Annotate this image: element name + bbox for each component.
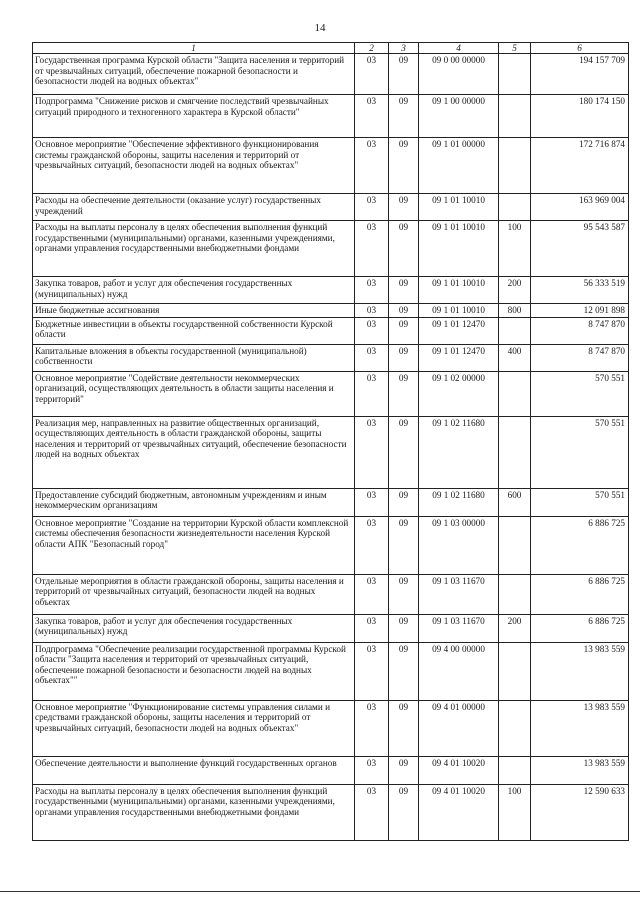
row-subsection: 09	[389, 700, 419, 756]
row-section: 03	[355, 194, 389, 221]
row-amount: 194 157 709	[531, 54, 629, 95]
row-name: Капитальные вложения в объекты государственной (муниципальной) собственности	[33, 344, 355, 371]
row-amount: 570 551	[531, 488, 629, 516]
row-target-code: 09 1 03 11670	[419, 574, 499, 614]
row-subsection: 09	[389, 277, 419, 304]
row-amount: 6 886 725	[531, 516, 629, 574]
column-header-amount: 6	[531, 43, 629, 54]
table-row	[33, 574, 629, 614]
table-row	[33, 756, 629, 784]
bottom-rule	[0, 891, 640, 892]
row-target-code: 09 1 01 10010	[419, 221, 499, 277]
row-amount: 570 551	[531, 371, 629, 416]
row-target-code: 09 0 00 00000	[419, 54, 499, 95]
row-name: Расходы на выплаты персоналу в целях обеспечения выполнения функций государственными (муниципальными) органами, казенными учреждениями, органами управления государственными внебюджетными фондами	[33, 784, 355, 840]
row-section: 03	[355, 574, 389, 614]
row-subsection: 09	[389, 194, 419, 221]
row-subsection: 09	[389, 344, 419, 371]
row-target-code: 09 1 00 00000	[419, 95, 499, 138]
row-amount: 172 716 874	[531, 138, 629, 194]
row-amount: 13 983 559	[531, 700, 629, 756]
row-amount: 12 590 633	[531, 784, 629, 840]
table-row	[33, 138, 629, 194]
table-row	[33, 371, 629, 416]
row-expense-type	[499, 756, 531, 784]
row-subsection: 09	[389, 138, 419, 194]
row-expense-type	[499, 95, 531, 138]
table-row	[33, 344, 629, 371]
row-target-code: 09 4 01 00000	[419, 700, 499, 756]
row-target-code: 09 4 01 10020	[419, 756, 499, 784]
row-expense-type: 100	[499, 221, 531, 277]
row-expense-type	[499, 642, 531, 700]
column-header-subsection: 3	[389, 43, 419, 54]
row-subsection: 09	[389, 574, 419, 614]
row-section: 03	[355, 221, 389, 277]
row-subsection: 09	[389, 756, 419, 784]
row-expense-type	[499, 371, 531, 416]
column-header-name: 1	[33, 43, 355, 54]
row-section: 03	[355, 700, 389, 756]
row-target-code: 09 1 03 00000	[419, 516, 499, 574]
table-row	[33, 194, 629, 221]
row-subsection: 09	[389, 95, 419, 138]
row-subsection: 09	[389, 304, 419, 318]
row-target-code: 09 1 01 10010	[419, 304, 499, 318]
row-amount: 56 333 519	[531, 277, 629, 304]
row-subsection: 09	[389, 371, 419, 416]
row-section: 03	[355, 138, 389, 194]
row-expense-type	[499, 138, 531, 194]
row-amount: 8 747 870	[531, 317, 629, 344]
row-name: Основное мероприятие "Функционирование системы управления силами и средствами гражданской обороны, защиты населения и территорий от чрезвычайных ситуаций, безопасности людей на водных объектах"	[33, 700, 355, 756]
row-expense-type: 200	[499, 277, 531, 304]
row-target-code: 09 4 01 10020	[419, 784, 499, 840]
table-row	[33, 221, 629, 277]
row-section: 03	[355, 317, 389, 344]
row-expense-type	[499, 317, 531, 344]
row-target-code: 09 1 01 00000	[419, 138, 499, 194]
table-header-row	[33, 43, 629, 54]
row-section: 03	[355, 344, 389, 371]
row-expense-type	[499, 516, 531, 574]
row-section: 03	[355, 488, 389, 516]
table-row	[33, 614, 629, 642]
row-expense-type: 600	[499, 488, 531, 516]
row-name: Реализация мер, направленных на развитие общественных организаций, осуществляющих деятельность в области гражданской обороны, защиты населения и территорий от чрезвычайных ситуаций, обеспечение безопасности людей на водных объектах	[33, 416, 355, 488]
row-name: Бюджетные инвестиции в объекты государственной собственности Курской области	[33, 317, 355, 344]
row-amount: 12 091 898	[531, 304, 629, 318]
row-expense-type	[499, 574, 531, 614]
row-name: Отдельные мероприятия в области гражданской обороны, защиты населения и территорий от чрезвычайных ситуаций, безопасности людей на водных объектах	[33, 574, 355, 614]
row-expense-type	[499, 700, 531, 756]
row-amount: 8 747 870	[531, 344, 629, 371]
row-target-code: 09 1 01 10010	[419, 277, 499, 304]
row-subsection: 09	[389, 614, 419, 642]
table-row	[33, 488, 629, 516]
row-amount: 6 886 725	[531, 574, 629, 614]
column-header-target-code: 4	[419, 43, 499, 54]
row-expense-type: 100	[499, 784, 531, 840]
row-target-code: 09 1 02 11680	[419, 416, 499, 488]
row-expense-type: 400	[499, 344, 531, 371]
row-subsection: 09	[389, 317, 419, 344]
row-target-code: 09 1 01 12470	[419, 344, 499, 371]
row-section: 03	[355, 54, 389, 95]
table-row	[33, 642, 629, 700]
row-amount: 570 551	[531, 416, 629, 488]
page-number: 14	[314, 22, 326, 34]
row-subsection: 09	[389, 54, 419, 95]
row-expense-type: 800	[499, 304, 531, 318]
row-name: Подпрограмма "Снижение рисков и смягчение последствий чрезвычайных ситуаций природного и техногенного характера в Курской области"	[33, 95, 355, 138]
table-row	[33, 784, 629, 840]
row-target-code: 09 1 01 10010	[419, 194, 499, 221]
row-section: 03	[355, 756, 389, 784]
row-name: Основное мероприятие "Обеспечение эффективного функционирования системы гражданской обороны, защиты населения и территорий от чрезвычайных ситуаций, безопасности людей на водных объектах"	[33, 138, 355, 194]
row-name: Расходы на выплаты персоналу в целях обеспечения выполнения функций государственными (муниципальными) органами, казенными учреждениями, органами управления государственными внебюджетными фондами	[33, 221, 355, 277]
row-subsection: 09	[389, 642, 419, 700]
column-header-expense-type: 5	[499, 43, 531, 54]
row-name: Закупка товаров, работ и услуг для обеспечения государственных (муниципальных) нужд	[33, 277, 355, 304]
row-name: Иные бюджетные ассигнования	[33, 304, 355, 318]
row-subsection: 09	[389, 488, 419, 516]
row-section: 03	[355, 516, 389, 574]
row-name: Закупка товаров, работ и услуг для обеспечения государственных (муниципальных) нужд	[33, 614, 355, 642]
row-name: Расходы на обеспечение деятельности (оказание услуг) государственных учреждений	[33, 194, 355, 221]
table-row	[33, 700, 629, 756]
table-row	[33, 95, 629, 138]
table-row	[33, 54, 629, 95]
row-amount: 180 174 150	[531, 95, 629, 138]
row-subsection: 09	[389, 416, 419, 488]
budget-table	[32, 42, 629, 841]
row-target-code: 09 1 01 12470	[419, 317, 499, 344]
row-amount: 13 983 559	[531, 756, 629, 784]
row-amount: 163 969 004	[531, 194, 629, 221]
column-header-section: 2	[355, 43, 389, 54]
row-amount: 95 543 587	[531, 221, 629, 277]
row-expense-type	[499, 194, 531, 221]
row-section: 03	[355, 642, 389, 700]
table-row	[33, 317, 629, 344]
row-expense-type: 200	[499, 614, 531, 642]
row-target-code: 09 1 02 11680	[419, 488, 499, 516]
table-row	[33, 416, 629, 488]
row-target-code: 09 1 02 00000	[419, 371, 499, 416]
row-target-code: 09 4 00 00000	[419, 642, 499, 700]
row-subsection: 09	[389, 221, 419, 277]
row-section: 03	[355, 416, 389, 488]
row-name: Основное мероприятие "Создание на территории Курской области комплексной системы обеспечения безопасности жизнедеятельности населения Курской области АПК "Безопасный город"	[33, 516, 355, 574]
row-section: 03	[355, 371, 389, 416]
row-name: Предоставление субсидий бюджетным, автономным учреждениям и иным некоммерческим организациям	[33, 488, 355, 516]
row-amount: 13 983 559	[531, 642, 629, 700]
row-section: 03	[355, 95, 389, 138]
row-subsection: 09	[389, 784, 419, 840]
row-section: 03	[355, 784, 389, 840]
table-row	[33, 304, 629, 318]
row-amount: 6 886 725	[531, 614, 629, 642]
table-row	[33, 277, 629, 304]
row-section: 03	[355, 304, 389, 318]
row-name: Подпрограмма "Обеспечение реализации государственной программы Курской области "Защита населения и территорий от чрезвычайных ситуаций, обеспечение пожарной безопасности и безопасности людей на водных объектах""	[33, 642, 355, 700]
row-name: Обеспечение деятельности и выполнение функций государственных органов	[33, 756, 355, 784]
row-subsection: 09	[389, 516, 419, 574]
row-section: 03	[355, 277, 389, 304]
row-expense-type	[499, 416, 531, 488]
row-section: 03	[355, 614, 389, 642]
row-name: Основное мероприятие "Содействие деятельности некоммерческих организаций, осуществляющих деятельность в области защиты населения и территорий"	[33, 371, 355, 416]
row-expense-type	[499, 54, 531, 95]
table-row	[33, 516, 629, 574]
row-name: Государственная программа Курской области "Защита населения и территорий от чрезвычайных ситуаций, обеспечение пожарной безопасности и безопасности людей на водных объектах"	[33, 54, 355, 95]
row-target-code: 09 1 03 11670	[419, 614, 499, 642]
